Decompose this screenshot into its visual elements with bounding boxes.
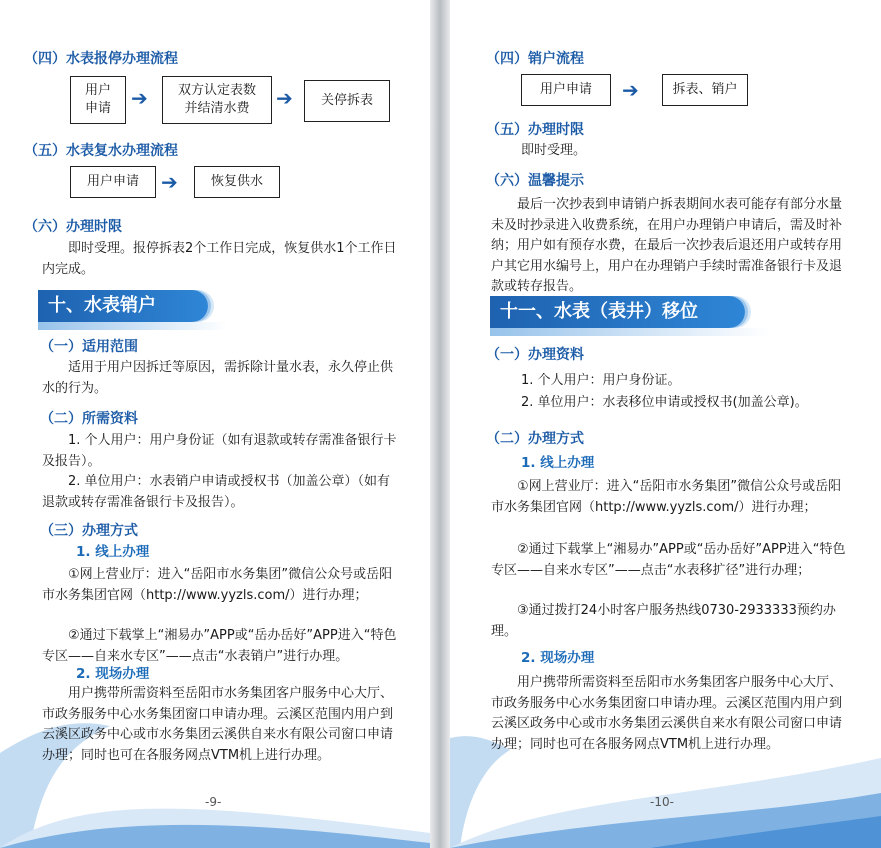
right-arrow-icon: ➔ [622,78,639,102]
flow-box-close: 关停拆表 [304,80,390,122]
online-method-1: ①网上营业厅：进入“岳阳市水务集团”微信公众号或岳阳市水务集团官网（http://www.yyzls.com/）进行办理； [42,567,393,603]
time-limit-text: 即时受理。报停拆表2个工作日完成，恢复供水1个工作日内完成。 [42,241,397,277]
online-method-1: ①网上营业厅：进入“岳阳市水务集团”微信公众号或岳阳市水务集团官网（http://www.yyzls.com/）进行办理； [491,479,842,515]
section-title-report-stop: （四）水表报停办理流程 [24,51,178,67]
section-title-time-limit: （五）办理时限 [486,122,584,138]
scope-text: 适用于用户因拆迁等原因，需拆除计量水表，永久停止供水的行为。 [42,360,394,396]
right-arrow-icon: ➔ [276,86,293,110]
section-title-materials: （二）所需资料 [40,411,138,427]
materials-unit: 2. 单位用户：水表移位申请或授权书(加盖公章)。 [521,395,808,410]
flow-box-confirm: 双方认定表数 并结清水费 [162,76,272,124]
page-left [0,0,430,848]
flow-box-apply: 用户 申请 [70,76,126,124]
section-title-closing-flow: （四）销户流程 [486,51,584,67]
online-method-3: ③通过拨打24小时客户服务热线0730-2933333预约办理。 [491,603,836,639]
onsite-text: 用户携带所需资料至岳阳市水务集团客户服务中心大厅、市政务服务中心水务集团窗口申请办理。云溪区范围内用户到云溪区政务中心或市水务集团云溪供自来水有限公司窗口申请办理；同时也可在各服务网点VTM机上进行办理。 [491,675,843,752]
chapter-banner [490,296,760,328]
section-title-scope: （一）适用范围 [40,339,138,355]
right-arrow-icon: ➔ [131,86,148,110]
flow-box-remove: 拆表、销户 [662,74,748,106]
chapter-banner [38,290,218,322]
materials-personal: 1. 个人用户：用户身份证。 [521,373,681,388]
page-number: -9- [205,795,222,809]
time-limit-text: 即时受理。 [521,143,587,158]
chapter-title: 十、水表销户 [48,295,156,316]
page-right [450,0,881,848]
onsite-text: 用户携带所需资料至岳阳市水务集团客户服务中心大厅、市政务服务中心水务集团窗口申请办理。云溪区范围内用户到云溪区政务中心或市水务集团云溪供自来水有限公司窗口申请办理；同时也可在各服务网点VTM机上进行办理。 [42,686,394,763]
flow-box-restore: 恢复供水 [194,166,280,198]
chapter-title: 十一、水表（表井）移位 [500,301,698,322]
section-title-restore: （五）水表复水办理流程 [24,143,178,159]
section-title-methods: （二）办理方式 [486,431,584,447]
online-method-2: ②通过下载掌上“湘易办”APP或“岳办岳好”APP进入“特色专区——自来水专区”——点击“水表销户”进行办理。 [42,628,397,664]
onsite-title: 2. 现场办理 [521,650,595,666]
online-method-2: ②通过下载掌上“湘易办”APP或“岳办岳好”APP进入“特色专区——自来水专区”——点击“水表移扩径”进行办理； [491,542,846,578]
right-arrow-icon: ➔ [161,170,178,194]
section-title-time-limit: （六）办理时限 [24,219,122,235]
section-title-methods: （三）办理方式 [40,523,138,539]
materials-personal: 1. 个人用户：用户身份证（如有退款或转存需准备银行卡及报告）。 [42,433,397,469]
onsite-title: 2. 现场办理 [76,666,150,682]
materials-unit: 2. 单位用户：水表销户申请或授权书（加盖公章）（如有退款或转存需准备银行卡及报告）。 [42,474,391,510]
online-title: 1. 线上办理 [521,455,595,471]
book-gutter [430,0,450,848]
section-title-tips: （六）温馨提示 [486,173,584,189]
section-title-materials: （一）办理资料 [486,347,584,363]
online-title: 1. 线上办理 [76,544,150,560]
flow-box-apply: 用户申请 [70,166,156,198]
tips-text: 最后一次抄表到申请销户拆表期间水表可能存有部分水量未及时抄录进入收费系统，在用户办理销户申请后，需及时补纳；用户如有预存水费，在最后一次抄表后退还用户或转存用户其它用水编号上，用户在办理销户手续时需准备银行卡及退款或转存报告。 [491,197,843,294]
page-number: -10- [650,795,674,809]
flow-box-apply: 用户申请 [521,74,611,106]
